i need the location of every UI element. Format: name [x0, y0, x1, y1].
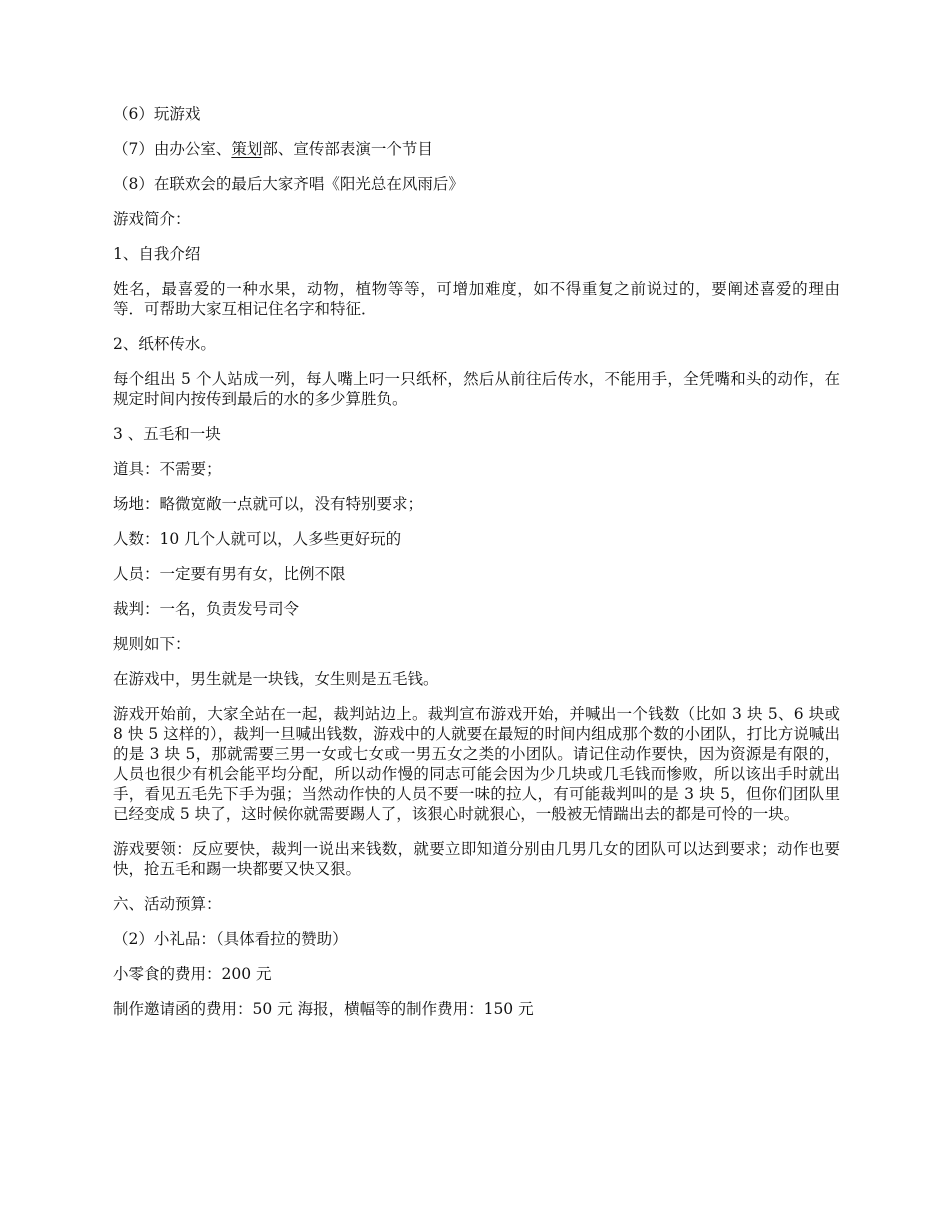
game-3-people: 人员：一定要有男有女，比例不限: [113, 565, 346, 583]
program-item-7-prefix: （7）由办公室、: [113, 140, 232, 158]
program-item-6: （6）玩游戏: [113, 105, 201, 123]
program-item-7-suffix: 部、宣传部表演一个节目: [262, 140, 433, 158]
budget-snacks: 小零食的费用：200 元: [113, 965, 272, 983]
game-3-props: 道具：不需要；: [113, 460, 222, 478]
budget-invitations: 制作邀请函的费用：50 元 海报，横幅等的制作费用：150 元: [113, 1000, 534, 1018]
budget-heading: 六、活动预算：: [113, 895, 222, 913]
game-3-venue: 场地：略微宽敞一点就可以，没有特别要求；: [113, 495, 424, 513]
game-3-title: 3 、五毛和一块: [113, 425, 221, 443]
game-1-description: 姓名，最喜爱的一种水果，动物，植物等等，可增加难度，如不得重复之前说过的，要阐述喜爱的理由等．可帮助大家互相记住名字和特征．: [113, 280, 840, 318]
game-3-headcount: 人数：10 几个人就可以，人多些更好玩的: [113, 530, 402, 548]
program-item-7: [113, 139, 840, 159]
budget-gifts: （2）小礼品：（具体看拉的赞助）: [113, 930, 348, 948]
games-intro-heading: 游戏简介：: [113, 210, 191, 228]
game-1-title: 1、自我介绍: [113, 245, 201, 263]
document-page: [113, 104, 840, 1034]
rules-heading: 规则如下：: [113, 635, 191, 653]
rule-1: 在游戏中，男生就是一块钱，女生则是五毛钱。: [113, 670, 439, 688]
game-2-description: 每个组出 5 个人站成一列，每人嘴上叼一只纸杯，然后从前往后传水，不能用手，全凭嘴和头的动作，在规定时间内按传到最后的水的多少算胜负。: [113, 370, 840, 408]
game-3-referee: 裁判：一名，负责发号司令: [113, 600, 300, 618]
game-2-title: 2、纸杯传水。: [113, 335, 216, 353]
game-key-points: 游戏要领：反应要快，裁判一说出来钱数，就要立即知道分别由几男几女的团队可以达到要求；动作也要快，抢五毛和踢一块都要又快又狠。: [113, 840, 840, 878]
program-item-8: （8）在联欢会的最后大家齐唱《阳光总在风雨后》: [113, 175, 464, 193]
underlined-term: 策划: [231, 140, 263, 158]
rule-2: 游戏开始前，大家全站在一起，裁判站边上。裁判宣布游戏开始，并喊出一个钱数（比如 3 块 5、6 块或 8 快 5 这样的），裁判一旦喊出钱数，游戏中的人就要在最短的时间内组成那个数的小团队，打比方说喊出的是 3 块 5，那就需要三男一女或七女或一男五女之类的小团队。请记住动作要快，因为资源是有限的，人员也很少有机会能平均分配，所以动作慢的同志可能会因为少几块或几毛钱而惨败，所以该出手时就出手，看见五毛先下手为强；当然动作快的人员不要一味的拉人，有可能裁判叫的是 3 块 5，但你们团队里已经变成 5 块了，这时候你就需要踢人了，该狠心时就狠心，一般被无情踹出去的都是可怜的一块。: [113, 705, 840, 823]
